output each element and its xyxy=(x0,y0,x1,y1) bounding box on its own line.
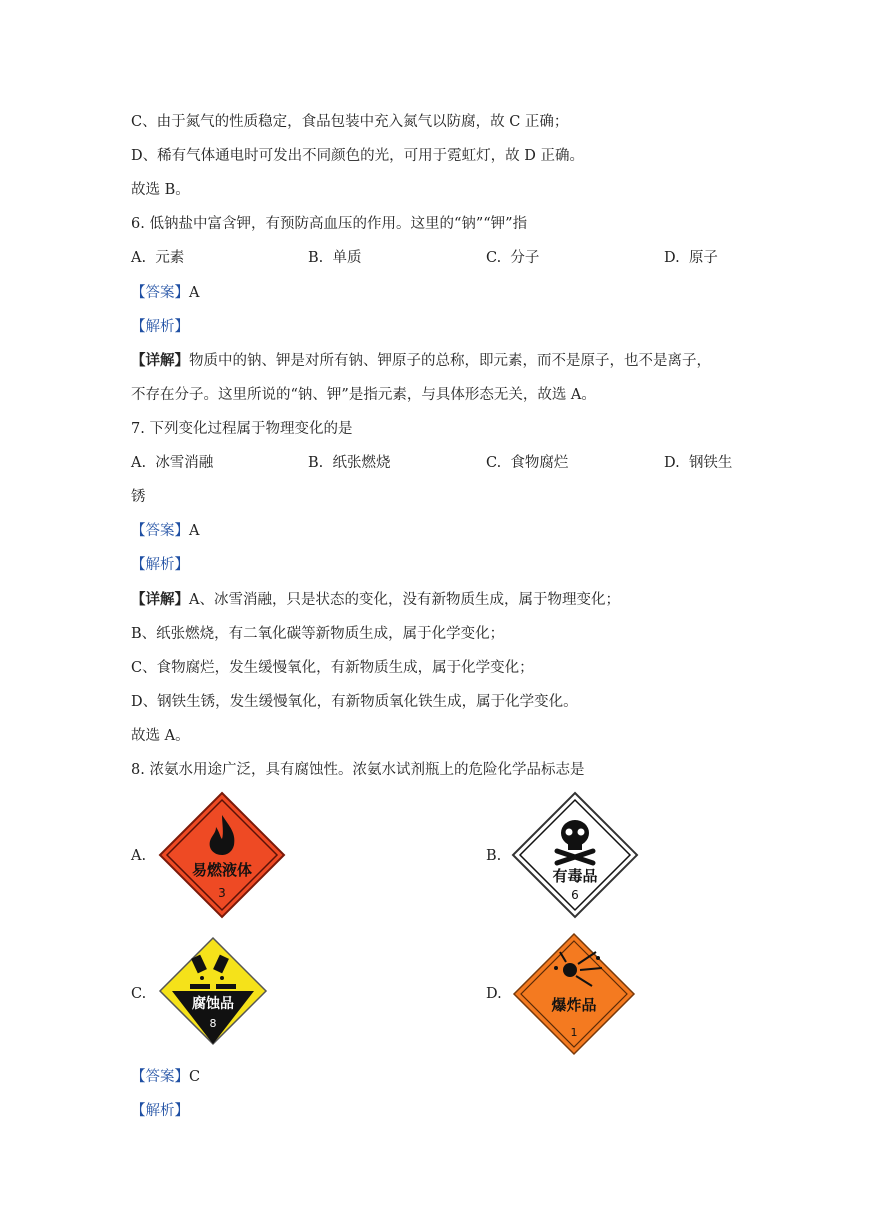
q6-detail-2: 不存在分子。这里所说的“钠、钾”是指元素，与具体形态无关，故选 A。 xyxy=(131,387,596,403)
q8-option-d-sign-number: 1 xyxy=(570,1026,578,1039)
q8-option-a-label: A. xyxy=(131,848,147,864)
q6-option-d: D. 原子 xyxy=(664,250,718,266)
conclusion-b: 故选 B。 xyxy=(131,182,190,198)
question-7: 7. 下列变化过程属于物理变化的是 xyxy=(131,421,353,437)
question-6: 6. 低钠盐中富含钾，有预防高血压的作用。这里的“钠”“钾”指 xyxy=(131,216,528,232)
q8-option-b-toxic-sign xyxy=(511,791,639,919)
q8-option-c-corrosive-sign xyxy=(158,936,268,1046)
q8-option-c-sign-text: 腐蚀品 xyxy=(192,996,234,1012)
q7-option-a: A. 冰雪消融 xyxy=(131,455,214,471)
q7-detail-1: 【详解】A、冰雪消融，只是状态的变化，没有新物质生成，属于物理变化； xyxy=(131,591,620,608)
q8-option-d-explosive-sign xyxy=(512,932,636,1056)
explanation-d-line: D、稀有气体通电时可发出不同颜色的光，可用于霓虹灯，故 D 正确。 xyxy=(131,148,584,164)
q7-option-b: B. 纸张燃烧 xyxy=(308,455,391,471)
q6-analysis-tag: 【解析】 xyxy=(131,319,189,335)
q8-option-b-label: B. xyxy=(486,848,502,864)
q8-option-b-sign-text: 有毒品 xyxy=(552,867,598,885)
q7-detail-2: B、纸张燃烧，有二氧化碳等新物质生成，属于化学变化； xyxy=(131,626,505,642)
explanation-c-line: C、由于氮气的性质稳定，食品包装中充入氮气以防腐，故 C 正确； xyxy=(131,114,569,130)
q6-answer: 【答案】A xyxy=(131,285,200,301)
q8-option-c-sign-number: 8 xyxy=(209,1017,217,1030)
q7-option-d-wrap: 锈 xyxy=(131,489,146,505)
q7-analysis-tag: 【解析】 xyxy=(131,557,189,573)
q7-option-c: C. 食物腐烂 xyxy=(486,455,569,471)
q8-option-a-sign-text: 易燃液体 xyxy=(191,861,253,879)
q8-option-a-flammable-sign xyxy=(158,791,286,919)
q7-answer: 【答案】A xyxy=(131,523,200,539)
q6-option-c: C. 分子 xyxy=(486,250,540,266)
conclusion-a: 故选 A。 xyxy=(131,728,190,744)
toxic-sign-icon xyxy=(511,791,639,919)
q8-analysis-tag: 【解析】 xyxy=(131,1103,189,1119)
q8-option-a-sign-number: 3 xyxy=(218,886,226,900)
flammable-liquid-sign-icon xyxy=(158,791,286,919)
q6-detail-1: 【详解】物质中的钠、钾是对所有钠、钾原子的总称，即元素，而不是原子，也不是离子， xyxy=(131,352,711,369)
corrosive-sign-icon xyxy=(158,936,268,1046)
q7-detail-4: D、钢铁生锈，发生缓慢氧化，有新物质氧化铁生成，属于化学变化。 xyxy=(131,694,578,710)
q8-answer: 【答案】C xyxy=(131,1069,201,1085)
q6-option-a: A. 元素 xyxy=(131,250,185,266)
question-8: 8. 浓氨水用途广泛，具有腐蚀性。浓氨水试剂瓶上的危险化学品标志是 xyxy=(131,762,585,778)
q6-option-b: B. 单质 xyxy=(308,250,362,266)
q7-option-d: D. 钢铁生 xyxy=(664,455,733,471)
q7-detail-3: C、食物腐烂，发生缓慢氧化，有新物质生成，属于化学变化； xyxy=(131,660,534,676)
q8-option-d-label: D. xyxy=(486,986,502,1002)
explosive-sign-icon xyxy=(512,932,636,1056)
q8-option-c-label: C. xyxy=(131,986,147,1002)
q8-option-d-sign-text: 爆炸品 xyxy=(551,996,597,1014)
q8-option-b-sign-number: 6 xyxy=(571,888,579,902)
